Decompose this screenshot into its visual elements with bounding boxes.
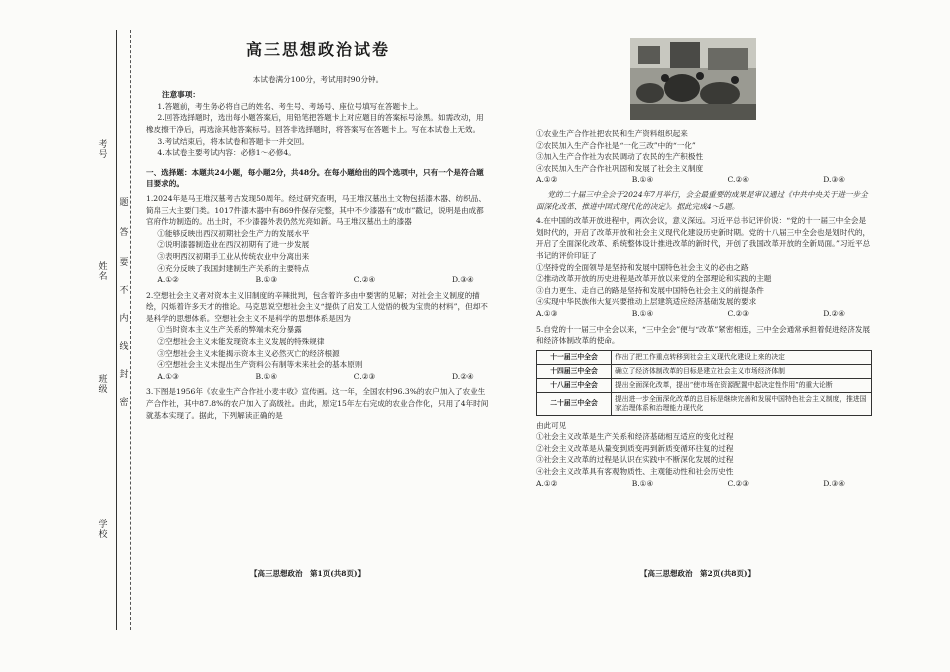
- question-2-item: ④空想社会主义未提出生产资料公有制等未来社会的基本原则: [157, 360, 363, 370]
- question-4-item: ②推动改革开放的历史进程是改革开放以来党的全部理论和实践的主题: [536, 274, 772, 284]
- margin-label-school: 学校: [98, 520, 108, 540]
- option-a: A.①②: [536, 175, 558, 185]
- seal-char: 封: [119, 370, 129, 380]
- option-d: D.③④: [451, 275, 474, 285]
- notice-item: 4.本试卷主要考试内容：必修1～必修4。: [157, 148, 296, 158]
- option-d: D.③④: [823, 175, 846, 185]
- question-2-stem: 2.空想社会主义者对资本主义旧制度的辛辣批判，包含着许多由中要害的见解；对社会主义制度的描绘，闪烁着许多天才的推论。马克思说空想社会主义“提供了启发工人觉悟的极为宝贵的材料”，但却不是科学的思想体系。空想社会主义不是科学的思想体系是因为: [146, 290, 488, 323]
- option-a: A.①②: [157, 275, 179, 285]
- question-1-options: [146, 274, 474, 286]
- question-5-item: ①社会主义改革是生产关系和经济基础相互适应的变化过程: [536, 432, 734, 442]
- option-b: B.①④: [631, 308, 654, 318]
- exam-title: 高三思想政治试卷: [245, 40, 390, 59]
- question-4-item: ①坚持党的全面领导是坚持和发展中国特色社会主义的必由之路: [536, 262, 749, 272]
- content-cell: 提出全面深化改革，提出“使市场在资源配置中起决定性作用”的重大论断: [612, 378, 872, 392]
- question-2-item: ②空想社会主义未能发现资本主义发展的特殊规律: [157, 337, 325, 347]
- margin-label-exam-number: 考号: [98, 140, 108, 160]
- option-b: B.①④: [255, 371, 278, 381]
- option-a: A.①③: [157, 371, 179, 381]
- question-3-stem: 3.下图是1956年《农业生产合作社小麦丰收》宣传画。这一年，全国农村96.3%的农户加入了农业生产合作社，其中87.8%的农户加入了高级社。由此，原定15年左右完成的农业合作化，只用了4年时间就基本实现了。据此，下列解读正确的是: [146, 387, 489, 420]
- meeting-cell: 十四届三中全会: [537, 364, 612, 378]
- question-4-options: [536, 308, 845, 320]
- seal-char: 要: [119, 258, 129, 268]
- question-3-item: ④农民加入生产合作社巩固和发展了社会主义制度: [536, 163, 704, 173]
- harvest-poster-image: [630, 38, 756, 120]
- question-1-item: ②说明漆器制造业在西汉初期有了进一步发展: [157, 240, 310, 250]
- seal-char: 密: [119, 398, 129, 408]
- margin-label-class: 班级: [98, 375, 108, 395]
- seal-char: 线: [119, 342, 129, 352]
- question-5-item: ②社会主义改革是从量变到质变再到新质变循环往复的过程: [536, 443, 734, 453]
- question-2-item: ③空想社会主义未能揭示资本主义必然灭亡的经济根源: [157, 348, 340, 358]
- option-a: A.①③: [536, 308, 558, 318]
- content-cell: 作出了把工作重点转移到社会主义现代化建设上来的决定: [612, 350, 872, 364]
- binding-line-inner: [130, 30, 131, 630]
- page-2-column: [536, 128, 872, 489]
- option-a: A.①②: [536, 478, 558, 488]
- option-c: C.②③: [727, 478, 750, 488]
- question-5-item: ③社会主义改革的过程是认识在实践中不断深化发展的过程: [536, 455, 734, 465]
- question-3-options: [536, 174, 845, 186]
- question-3-item: ②农民加入生产合作社是“一化三改”中的“一化”: [536, 140, 696, 150]
- binding-line-outer: [116, 30, 117, 630]
- option-b: B.①③: [255, 275, 278, 285]
- question-2-options: [146, 371, 474, 383]
- option-b: B.①④: [631, 478, 654, 488]
- meeting-cell: 十八届三中全会: [537, 378, 612, 392]
- seal-char: 内: [119, 314, 129, 324]
- question-1-item: ④充分反映了我国封建制生产关系的主要特点: [157, 263, 310, 273]
- question-4-item: ④实现中华民族伟大复兴要推动上层建筑适应经济基础发展的要求: [536, 297, 757, 307]
- content-cell: 提出进一步全面深化改革的总目标是继续完善和发展中国特色社会主义制度，推进国家治理体系和治理能力现代化: [612, 392, 872, 415]
- notice-item: 3.考试结束后，将本试卷和答题卡一并交回。: [157, 136, 309, 146]
- page-1-footer: 【高三思想政治 第1页(共8页)】: [250, 569, 366, 578]
- meeting-cell: 二十届三中全会: [537, 392, 612, 415]
- option-c: C.②④: [727, 175, 750, 185]
- question-1-item: ③表明西汉初期手工业从传统农业中分离出来: [157, 251, 310, 261]
- question-5-item: ④社会主义改革具有客观物质性、主观能动性和社会历史性: [536, 467, 734, 477]
- seal-char: 题: [119, 198, 129, 208]
- question-4-item: ③自力更生、走自己的路是坚持和发展中国特色社会主义的前提条件: [536, 285, 764, 295]
- content-cell: 确立了经济体制改革的目标是建立社会主义市场经济体制: [612, 364, 872, 378]
- question-5-stem: 5.自党的十一届三中全会以来，“三中全会”便与“改革”紧密相连，三中全会通常承担着促进经济发展和经济体制改革的使命。: [536, 324, 871, 346]
- seal-char: 答: [119, 228, 129, 238]
- question-2-item: ①当时资本主义生产关系的弊端未充分暴露: [157, 325, 302, 335]
- question-4-stem: 4.在中国的改革开放进程中，两次会议，意义深远。习近平总书记评价说：“党的十一届三中全会是划时代的，开启了改革开放和社会主义现代化建设历史新时期。党的十八届三中全会也是划时代的，开启了全面深化改革、系统整体设计推进改革的新时代，开创了我国改革开放的全新局面。”习近平总书记的评价印证了: [536, 216, 871, 260]
- reform-table: [536, 350, 872, 416]
- option-c: C.②③: [727, 308, 750, 318]
- table-row: [537, 350, 872, 364]
- table-row: [537, 392, 872, 415]
- option-c: C.②③: [353, 371, 376, 381]
- question-5-options: [536, 478, 845, 490]
- notice-item: 2.回答选择题时，选出每小题答案后，用铅笔把答题卡上对应题目的答案标号涂黑。如需改动，用橡皮擦干净后，再选涂其他答案标号。回答非选择题时，将答案写在答题卡上。写在本试卷上无效。: [146, 113, 484, 134]
- questions-4-5-intro: 党的二十届三中全会于2024年7月举行，会全最重要的成果是审议通过《中共中央关于进一步全面深化改革、推进中国式现代化的决定》。据此完成4～5题。: [536, 189, 868, 211]
- margin-label-name: 姓名: [98, 262, 108, 282]
- question-1-stem: 1.2024年是马王堆汉墓考古发现50周年。经过研究查明，马王堆汉墓出土文物包括漆木器、纺织品、简帛三大主要门类。1017件漆木器中有869件保存完整，其中不少漆器有“成市”戳记，说明是由成都官府作坊制造的。出土时，不少漆器外表仍然光亮如新。马王堆汉墓出土的漆器: [146, 193, 486, 227]
- question-5-lead: 由此可见: [536, 420, 567, 430]
- question-3-item: ①农业生产合作社把农民和生产资料组织起来: [536, 129, 688, 138]
- meeting-cell: 十一届三中全会: [537, 350, 612, 364]
- option-d: D.②④: [451, 371, 474, 381]
- question-3-item: ③加入生产合作社为农民调动了农民的生产积极性: [536, 152, 704, 162]
- option-b: B.①④: [631, 175, 654, 185]
- table-row: [537, 364, 872, 378]
- option-d: D.③④: [823, 478, 846, 488]
- section-heading: 一、选择题：本题共24小题，每小题2分，共48分。在每小题给出的四个选项中，只有一个是符合题目要求的。: [146, 167, 484, 189]
- table-row: [537, 378, 872, 392]
- notice-item: 1.答题前，考生务必将自己的姓名、考生号、考场号、座位号填写在答题卡上。: [157, 101, 423, 111]
- seal-char: 不: [119, 286, 129, 296]
- exam-subtitle: 本试卷满分100分，考试用时90分钟。: [252, 74, 384, 84]
- option-d: D.②④: [823, 308, 846, 318]
- page-1-column: [146, 40, 490, 421]
- option-c: C.②④: [353, 275, 376, 285]
- page-2-footer: 【高三思想政治 第2页(共8页)】: [640, 569, 756, 578]
- question-1-item: ①能够反映出西汉初期社会生产力的发展水平: [157, 228, 310, 238]
- notice-title: 注意事项：: [162, 90, 200, 100]
